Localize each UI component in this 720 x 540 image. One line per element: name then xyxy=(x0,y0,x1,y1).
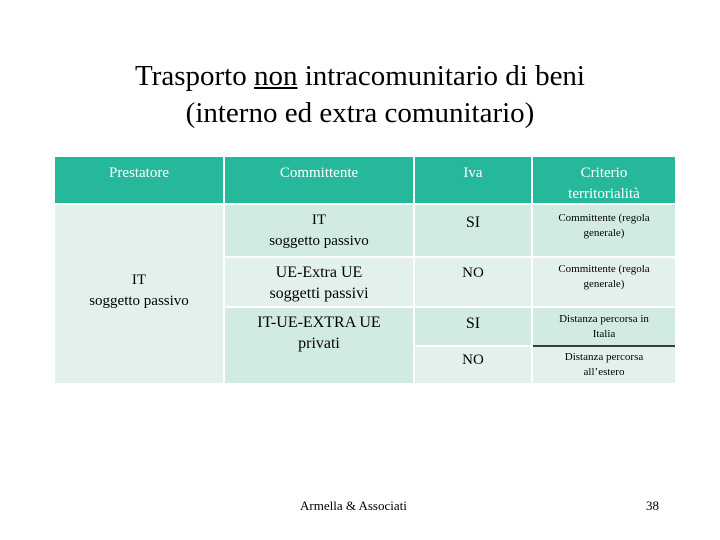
header-criterio-line-1: Criterio xyxy=(580,165,628,181)
cell-criterio-2 xyxy=(533,258,675,306)
cell-committente-3 xyxy=(225,308,413,383)
cell-iva-1 xyxy=(415,205,531,256)
header-criterio xyxy=(533,157,675,203)
cell-iva-2 xyxy=(415,258,531,306)
cell-committente-1 xyxy=(225,205,413,256)
cell-prestatore-line-1: IT xyxy=(131,272,147,288)
cell-iva-1-value: SI xyxy=(465,214,481,231)
cell-iva-3-value: SI xyxy=(465,315,481,332)
cell-iva-4-value: NO xyxy=(462,352,484,368)
header-committente-label: Committente xyxy=(279,165,359,181)
title-text-pre: Trasporto xyxy=(135,60,254,92)
cell-criterio-3-line-2: Italia xyxy=(592,328,616,340)
cell-criterio-4-line-2: all’estero xyxy=(583,366,625,378)
cell-committente-2-line-2: soggetti passivi xyxy=(269,285,369,302)
header-iva-label: Iva xyxy=(463,165,483,181)
slide-title-line-1 xyxy=(0,58,720,95)
cell-iva-2-value: NO xyxy=(462,265,484,281)
slide-title xyxy=(0,58,720,132)
cell-criterio-1 xyxy=(533,205,675,256)
cell-criterio-1-line-2: generale) xyxy=(583,227,625,239)
cell-committente-3-line-2: privati xyxy=(298,335,340,352)
cell-prestatore xyxy=(55,205,223,383)
header-prestatore-label: Prestatore xyxy=(109,165,169,181)
cell-iva-4 xyxy=(415,347,531,383)
cell-criterio-4 xyxy=(533,347,675,383)
cell-committente-1-line-1: IT xyxy=(311,212,327,228)
cell-criterio-2-line-2: generale) xyxy=(583,278,625,290)
header-iva xyxy=(415,157,531,203)
header-prestatore xyxy=(55,157,223,203)
cell-criterio-2-line-1: Committente (regola xyxy=(558,263,650,275)
title-text-post: intracomunitario di beni xyxy=(297,60,585,92)
cell-committente-2-line-1: UE-Extra UE xyxy=(275,264,363,281)
header-criterio-line-2: territorialità xyxy=(568,186,640,202)
cell-committente-2 xyxy=(225,258,413,306)
table-rule xyxy=(533,345,675,347)
cell-committente-1-line-2: soggetto passivo xyxy=(269,233,369,249)
footer-author: Armella & Associati xyxy=(300,498,407,513)
header-committente xyxy=(225,157,413,203)
cell-criterio-3-line-1: Distanza percorsa in xyxy=(559,313,649,325)
slide-title-line-2: (interno ed extra comunitario) xyxy=(185,97,535,129)
cell-prestatore-line-2: soggetto passivo xyxy=(89,293,189,309)
cell-iva-3 xyxy=(415,308,531,345)
title-text-underlined: non xyxy=(253,60,298,92)
cell-criterio-3 xyxy=(533,308,675,345)
cell-criterio-1-line-1: Committente (regola xyxy=(558,212,650,224)
page-number: 38 xyxy=(646,498,659,513)
cell-criterio-4-line-1: Distanza percorsa xyxy=(564,351,644,363)
cell-committente-3-line-1: IT-UE-EXTRA UE xyxy=(257,314,381,331)
